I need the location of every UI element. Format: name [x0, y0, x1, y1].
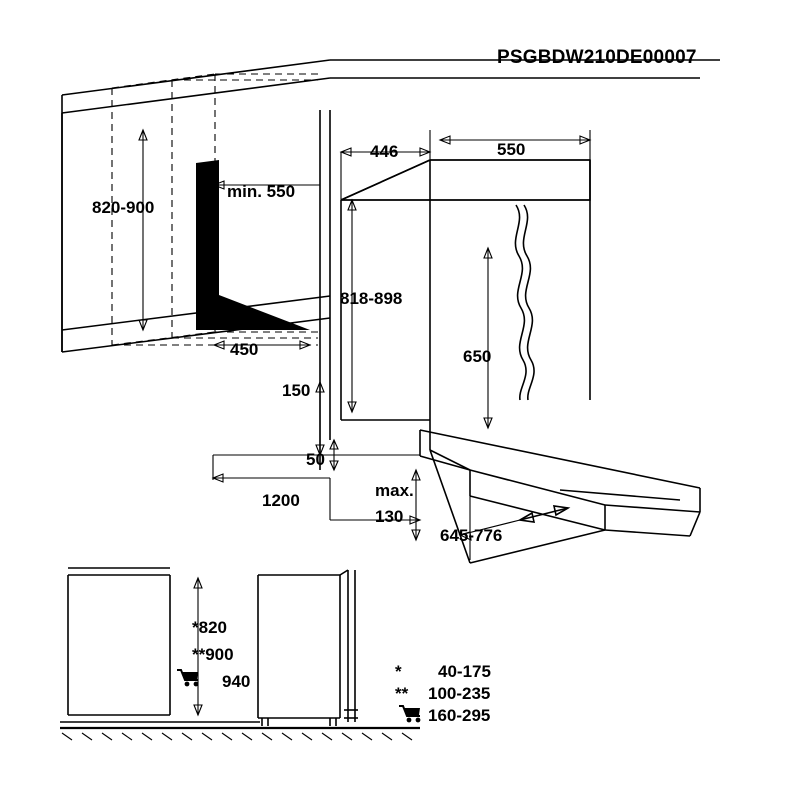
trolley-icon [176, 668, 202, 688]
dim-width-550: 550 [497, 140, 526, 159]
dim-offset-50: 50 [306, 450, 325, 469]
dim-door-height: 818-898 [340, 289, 403, 308]
dim-inner-height: 650 [463, 347, 492, 366]
legend-range-one: 40-175 [438, 662, 491, 681]
dim-max-value: 130 [375, 507, 404, 526]
dim-clearance-1200: 1200 [262, 491, 300, 510]
dim-niche-height: 820-900 [92, 198, 155, 217]
legend-range-two: 100-235 [428, 684, 491, 703]
legend-star-one: * [395, 662, 402, 681]
legend-range-three: 160-295 [428, 706, 491, 725]
dim-depth-446: 446 [370, 142, 399, 161]
dim-plinth-900: **900 [192, 645, 234, 664]
dim-niche-width: 450 [230, 340, 259, 359]
dim-door-swing: 645-776 [440, 526, 503, 545]
dim-offset-150: 150 [282, 381, 311, 400]
trolley-icon [398, 704, 424, 724]
dim-min-depth: min. 550 [227, 182, 296, 201]
dim-plinth-940: 940 [222, 672, 251, 691]
dim-plinth-820: *820 [192, 618, 227, 637]
legend-star-two: ** [395, 684, 409, 703]
dim-max-label: max. [375, 481, 414, 500]
drawing-code: PSGBDW210DE00007 [497, 47, 697, 68]
